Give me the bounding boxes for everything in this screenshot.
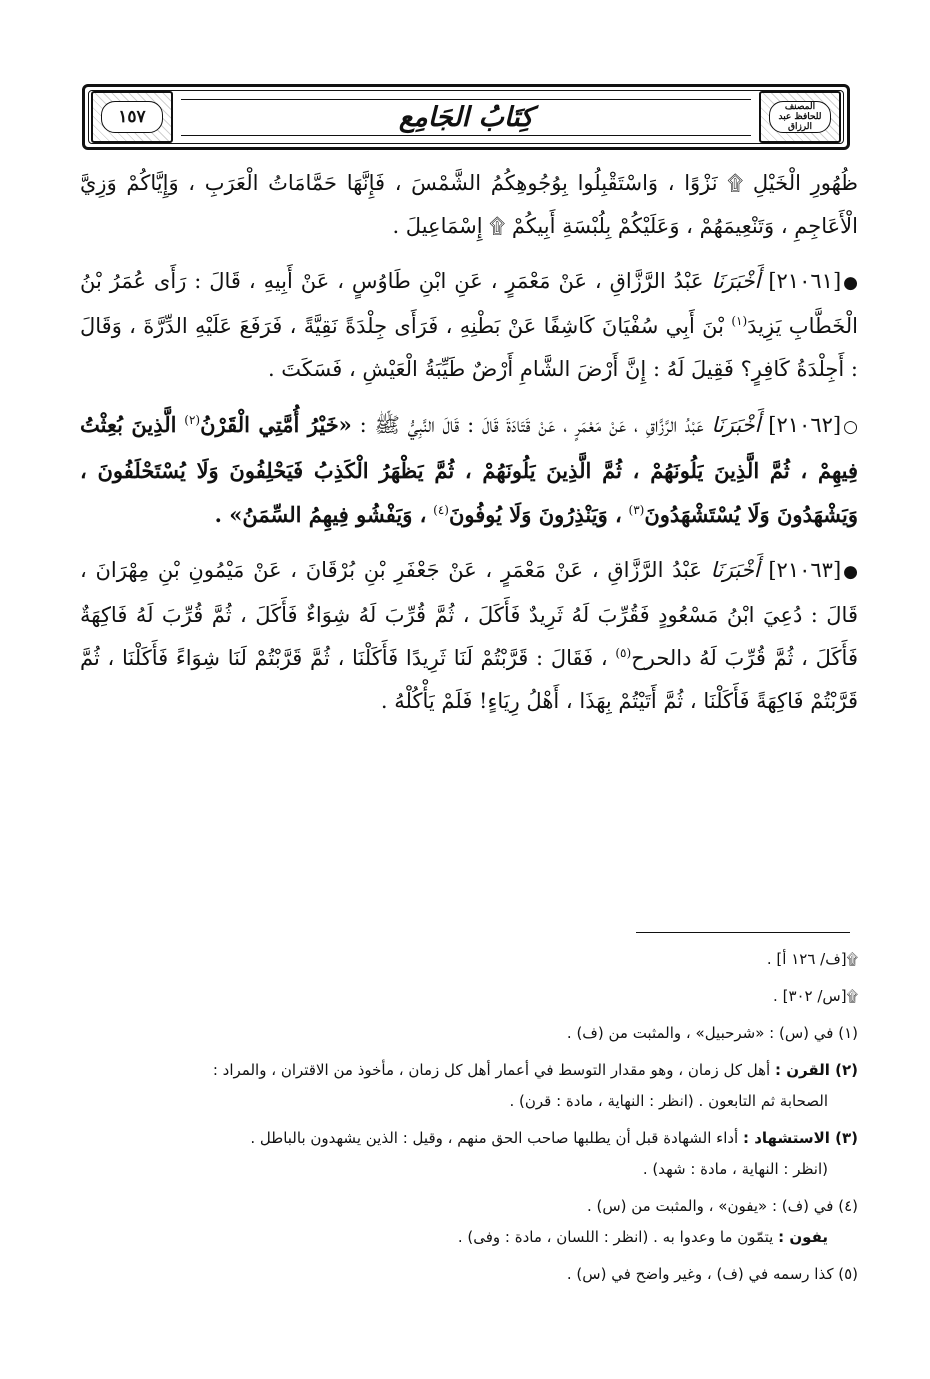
footnote-term: (٣) الاستشهاد : — [743, 1129, 858, 1147]
page-header — [82, 84, 850, 150]
footnote-2 — [80, 1055, 858, 1085]
book-title: كِتَابُ الجَامِع — [181, 99, 751, 136]
hadith-text-c: ، وَيَنْذِرُونَ وَلَا يُوفُونَ — [448, 502, 622, 527]
footnote-text: يتمّون ما وعدوا به . (انظر : اللسان ، مادة : وفى) . — [457, 1228, 774, 1246]
hadith-21063 — [80, 549, 858, 723]
manuscript-marker-1: ۩[ف/ ١٢٦ أ] . — [766, 950, 858, 968]
footnote-ref-4: (٤) — [433, 503, 449, 517]
hadith-21062 — [80, 403, 858, 537]
akhbarana: أَخْبَرَنَا — [710, 558, 760, 582]
main-text — [80, 162, 858, 735]
hollow-circle-icon: ○ — [843, 417, 858, 437]
page-number-box — [91, 91, 173, 143]
hadith-text-a: «خَيْرُ أُمَّتِي الْقَرْنُ — [200, 412, 352, 437]
filled-circle-icon: ● — [843, 562, 858, 582]
page-number: ١٥٧ — [101, 101, 163, 133]
footnote-ref-5: (٥) — [615, 646, 632, 660]
footnote-4: (٤) في (ف) : «يفون» ، والمثبت من (س) . — [586, 1197, 858, 1215]
hadith-number: [٢١٠٦٢] — [768, 413, 842, 437]
isnad-text: عَبْدُ الرَّزَّاقِ ، عَنْ مَعْمَرٍ ، عَنِ ابْنِ طَاوُسٍ ، عَنْ أَبِيهِ ، قَالَ : رَأَى عُمَرُ بْنُ الْخَطَّابِ يَزِيدَ — [80, 269, 858, 338]
hadith-21061 — [80, 260, 858, 391]
hadith-text-b: الَّذِينَ بُعِثْتُ فِيهِمْ ، ثُمَّ الَّذِينَ يَلُونَهُمْ ، ثُمَّ الَّذِينَ يَلُونَهُمْ ، ثُمَّ يَظْهَرُ الْكَذِبُ فَيَحْلِفُونَ وَلَا يُسْتَحْلَفُونَ ، وَيَشْهَدُونَ وَلَا يُسْتَشْهَدُونَ — [80, 412, 858, 527]
footnote-2-continuation: الصحابة ثم التابعون . (انظر : النهاية ، مادة : قرن) . — [509, 1092, 828, 1110]
paragraph-continuation: ظُهُورِ الْخَيْلِ ۩ نَزْوًا ، وَاسْتَقْبِلُوا بِوُجُوهِكُمُ الشَّمْسَ ، فَإِنَّهَا حَمَّامَاتُ الْعَرَبِ ، وَإِيَّاكُمْ وَزِيَّ الْأَعَاجِمِ ، وَتَنْعِيمَهُمْ ، وَعَلَيْكُمْ بِلُبْسَةِ أَبِيكُمْ ۩ إِسْمَاعِيلَ . — [80, 171, 858, 238]
hadith-number: [٢١٠٦٣] — [768, 558, 842, 582]
akhbarana: أَخْبَرَنَا — [711, 413, 761, 437]
matn-text: ، فَقَالَ : قَرَّبْتُمْ لَنَا ثَرِيدًا فَأَكَلْنَا ، ثُمَّ قَرَّبْتُمْ لَنَا شِوَاءً فَأَكَلْنَا ، ثُمَّ قَرَّبْتُمْ فَاكِهَةً فَأَكَلْنَا ، ثُمَّ أَتَيْتُمْ بِهَذَا ، أَهْلُ رِيَاءٍ! فَلَمْ يَأْكُلْهُ . — [80, 646, 858, 713]
footnote-divider — [636, 932, 850, 933]
footnote-1: (١) في (س) : «شرحبيل» ، والمثبت من (ف) . — [566, 1024, 858, 1042]
footnote-3-continuation: (انظر : النهاية ، مادة : شهد) . — [642, 1160, 828, 1178]
footnote-ref-2: (٢) — [184, 413, 201, 427]
isnad-text: عَبْدُ الرَّزَّاقِ ، عَنْ مَعْمَرٍ ، عَنْ قَتَادَةَ قَالَ : قَالَ النَّبِيُّ ﷺ : — [359, 413, 704, 437]
akhbarana: أَخْبَرَنَا — [711, 269, 761, 293]
footnote-term: (٢) القرن : — [774, 1061, 858, 1079]
footnote-5: (٥) كذا رسمه في (ف) ، وغير واضح في (س) . — [566, 1265, 858, 1283]
footnote-ref-3: (٣) — [628, 503, 645, 517]
footnote-3 — [80, 1123, 858, 1153]
footnote-term: يفون : — [778, 1228, 828, 1246]
book-logo-box — [759, 91, 841, 143]
footnotes — [80, 944, 858, 1296]
footnote-text: أهل كل زمان ، وهو مقدار التوسط في أعمار أهل كل زمان ، مأخوذ من الاقتران ، والمراد : — [212, 1061, 771, 1079]
hadith-number: [٢١٠٦١] — [768, 269, 842, 293]
footnote-4-gloss — [80, 1222, 858, 1252]
matn-text: بْنَ أَبِي سُفْيَانَ كَاشِفًا عَنْ بَطْنِهِ ، فَرَأَى جِلْدَةً نَقِيَّةً ، فَرَفَعَ عَلَيْهِ الدِّرَّةَ ، وَقَالَ : أَجِلْدَةُ كَافِرٍ؟ فَقِيلَ لَهُ : إِنَّ أَرْضَ الشَّامِ أَرْضٌ طَيِّبَةُ الْعَيْشِ ، فَسَكَتَ . — [80, 314, 858, 381]
footnote-text: أداء الشهادة قبل أن يطلبها صاحب الحق منهم ، وقيل : الذين يشهدون بالباطل . — [250, 1129, 739, 1147]
hadith-text-d: ، وَيَفْشُو فِيهِمُ السِّمَنُ» . — [214, 502, 427, 527]
book-logo: المصنف للحافظ عبد الرزاق — [769, 101, 831, 133]
manuscript-marker-2: ۩[س/ ٣٠٢] . — [773, 987, 858, 1005]
isnad-text: عَبْدُ الرَّزَّاقِ ، عَنْ مَعْمَرٍ ، عَنْ جَعْفَرِ بْنِ بُرْقَانَ ، عَنْ مَيْمُونِ بْنِ مِهْرَانَ ، قَالَ : دُعِيَ ابْنُ مَسْعُودٍ فَقُرِّبَ لَهُ ثَرِيدٌ فَأَكَلَ ، ثُمَّ قُرِّبَ لَهُ شِوَاءٌ فَأَكَلَ ، ثُمَّ قُرِّبَ لَهُ فَاكِهَةٌ فَأَكَلَ ، ثُمَّ قُرِّبَ لَهُ دالحرح — [80, 558, 858, 670]
footnote-ref-1: (١) — [731, 314, 748, 328]
filled-circle-icon: ● — [843, 273, 858, 293]
